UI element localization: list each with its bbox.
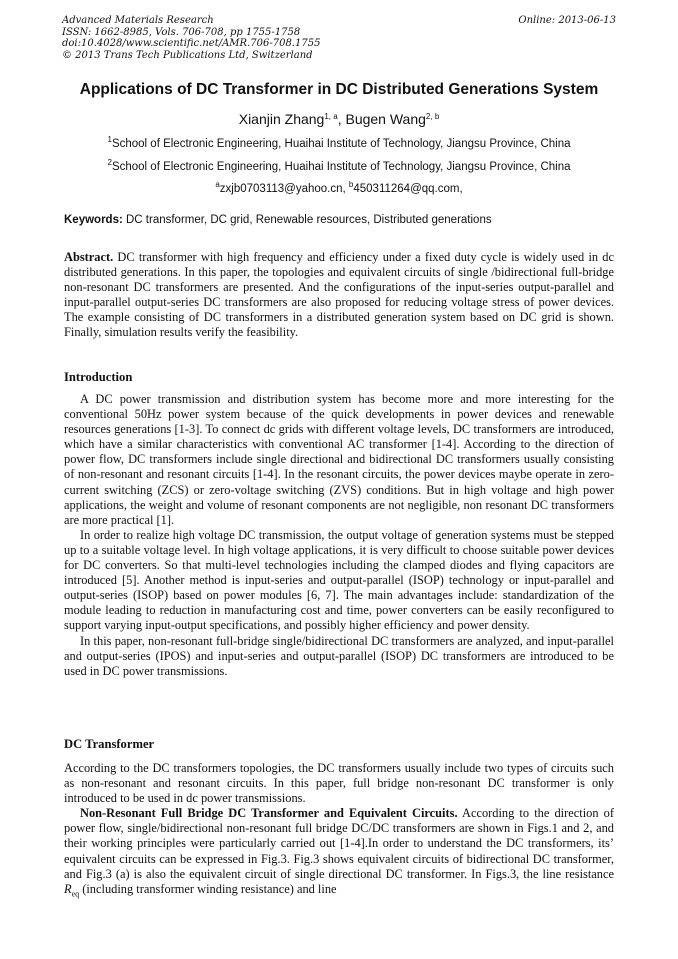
email-line: [40, 180, 638, 195]
dc-paragraph-2: [64, 806, 614, 897]
issn-line: ISSN: 1662-8985, Vols. 706-708, pp 1755-1758: [62, 26, 301, 38]
affiliation-1-sup: 1: [107, 135, 112, 144]
affiliation-2-text: School of Electronic Engineering, Huaihai Institute of Technology, Jiangsu Province, China: [111, 161, 571, 173]
email-a: zxjb0703113@yahoo.cn,: [219, 183, 349, 195]
keywords-text: DC transformer, DC grid, Renewable resources, Distributed generations: [122, 214, 492, 226]
resistance-subscript: eq: [71, 889, 80, 899]
affiliation-1-text: School of Electronic Engineering, Huaihai Institute of Technology, Jiangsu Province, China: [111, 138, 571, 150]
doi-line: doi:10.4028/www.scientific.net/AMR.706-708.1755: [62, 38, 321, 49]
paper-title: Applications of DC Transformer in DC Distributed Generations System: [79, 81, 599, 98]
abstract-text: DC transformer with high frequency and efficiency under a fixed duty cycle is widely used in dc distributed generations. In this paper, the topologies and equivalent circuits of single /bidirectional full-bridge non-resonant DC transformers are presented. And the configurations of the input-series output-parallel and input-parallel output-series DC transformers are also proposed for reducing voltage stress of power devices. The example consisting of DC transformers in a distributed generation system based on DC grid is shown. Finally, simulation results verify the feasibility.: [64, 250, 614, 340]
online-date: Online: 2013-06-13: [518, 15, 616, 26]
email-a-sup: a: [215, 180, 220, 189]
publication-info: [62, 15, 422, 61]
introduction-body: [64, 392, 614, 679]
section-heading-introduction: Introduction: [64, 370, 133, 384]
author-1-sup: 1, a: [324, 112, 338, 121]
intro-paragraph-2: In order to realize high voltage DC transmission, the output voltage of generation systems must be stepped up to a suitable voltage level. In high voltage applications, it is very difficult to choose suitable power devices for DC converters. So that multi-level technologies including the clamped diodes and flying capacitors are introduced [5]. Another method is input-series and output-parallel (ISOP) technology or input-parallel and output-series (ISOP) based on power modules [6, 7]. The main advantages include: standardization of the module leading to reduction in manufacturing cost and time, power converters can be easily reconfigured to support varying input-output specifications, and possibly higher efficiency and power density.: [64, 527, 614, 633]
dc-paragraph-2-text-b: (including transformer winding resistance) and line: [79, 881, 337, 896]
resistance-symbol: R: [64, 881, 72, 896]
keywords: [64, 214, 624, 226]
intro-paragraph-3: In this paper, non-resonant full-bridge single/bidirectional DC transformers are analyzed, and input-parallel and output-series (IPOS) and input-series and output-parallel (ISOP) DC transformers are introduced to be used in DC power transmissions.: [64, 633, 614, 678]
keywords-label: Keywords:: [64, 214, 123, 226]
affiliation-2: [40, 158, 638, 173]
intro-paragraph-1: A DC power transmission and distribution system has become more and more interesting for the conventional 50Hz power system because of the quick developments in power devices and renewable resources generations [1-3]. To connect dc grids with different voltage levels, DC transformers are introduced, which have a similar characteristics with conventional AC transformer [1-4]. According to the direction of power flow, DC transformers include single directional and bidirectional DC transformers usually consisting of non-resonant and resonant circuits [1-4]. In the resonant circuits, the power devices maybe operate in zero-current switching (ZCS) or zero-voltage switching (ZVS) conditions. But in high voltage and high power applications, the weight and volume of resonant components are not negligible, non resonant DC transformers are more practical [1].: [64, 392, 614, 527]
dc-paragraph-1: According to the DC transformers topologies, the DC transformers usually include two types of circuits such as non-resonant and resonant circuits. In this paper, full bridge non-resonant DC transformer is only introduced to be used in dc power transmissions.: [64, 761, 614, 806]
email-b: 450311264@qq.com,: [353, 183, 463, 195]
affiliation-2-sup: 2: [107, 158, 112, 167]
dc-paragraph-2-text-a: According to the direction of power flow, single/bidirectional non-resonant full bridge DC/DC transformers are shown in Figs.1 and 2, and their working principles were particularly carried out [1-4].In order to understand the DC transformers, its’ equivalent circuits can be expressed in Fig.3. Fig.3 shows equivalent circuits of bidirectional DC transformer, and Fig.3 (a) is also the equivalent circuit of single directional DC transformer. In Figs.3, the line resistance: [64, 806, 614, 881]
affiliation-1: [40, 135, 638, 150]
author-line: [40, 111, 638, 127]
dc-transformer-body: [64, 761, 614, 897]
author-2: Bugen Wang: [345, 111, 426, 127]
author-1: Xianjin Zhang: [238, 111, 325, 127]
abstract: [64, 250, 614, 341]
abstract-label: Abstract.: [64, 250, 114, 264]
journal-name: Advanced Materials Research: [62, 15, 214, 26]
email-b-sup: b: [348, 180, 354, 189]
author-2-sup: 2, b: [425, 112, 440, 121]
author-separator: ,: [337, 111, 346, 127]
dc-paragraph-2-lead: Non-Resonant Full Bridge DC Transformer and Equivalent Circuits.: [80, 806, 458, 821]
copyright-line: © 2013 Trans Tech Publications Ltd, Switzerland: [62, 49, 313, 61]
section-heading-dc-transformer: DC Transformer: [64, 737, 155, 751]
